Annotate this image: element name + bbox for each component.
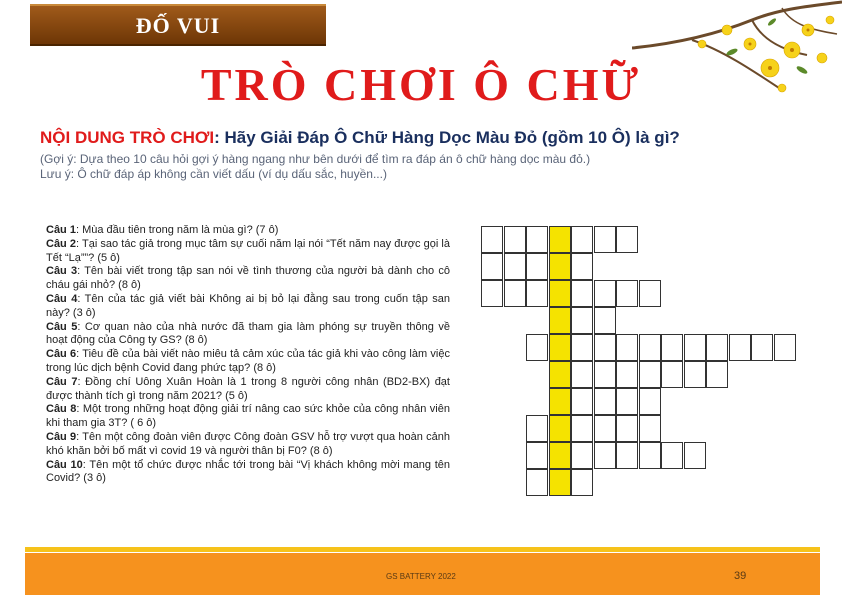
crossword-cell <box>594 280 616 307</box>
crossword-cell <box>639 415 661 442</box>
crossword-cell <box>526 226 548 253</box>
crossword-cell <box>594 388 616 415</box>
crossword-cell <box>504 253 526 280</box>
crossword-key-cell <box>549 361 571 388</box>
crossword-cell <box>571 334 593 361</box>
crossword-key-cell <box>549 334 571 361</box>
page-title: TRÒ CHƠI Ô CHỮ <box>200 59 642 110</box>
crossword-cell <box>571 253 593 280</box>
question-4 <box>46 293 450 321</box>
crossword-cell <box>526 334 548 361</box>
crossword-key-cell <box>549 253 571 280</box>
crossword-cell <box>616 226 638 253</box>
crossword-cell <box>594 415 616 442</box>
question-label: Câu 5 <box>46 320 78 333</box>
crossword-cell <box>661 361 683 388</box>
crossword-cell <box>526 469 548 496</box>
crossword-cell <box>684 361 706 388</box>
footer-stripe <box>25 547 820 552</box>
crossword-cell <box>571 442 593 469</box>
crossword-key-cell <box>549 469 571 496</box>
question-8 <box>46 403 450 431</box>
crossword-cell <box>616 280 638 307</box>
question-label: Câu 9 <box>46 430 77 443</box>
crossword-cell <box>774 334 796 361</box>
question-7 <box>46 376 450 404</box>
crossword-cell <box>616 334 638 361</box>
question-list <box>46 224 450 486</box>
crossword-cell <box>639 334 661 361</box>
crossword-cell <box>661 442 683 469</box>
question-label: Câu 7 <box>46 375 78 388</box>
page-number: 39 <box>734 570 747 582</box>
question-text: : Cơ quan nào của nhà nước đã tham gia làm phóng sự truyền thông về hoạt động của Công ty GS? (8 ô) <box>46 320 450 347</box>
crossword-cell <box>526 280 548 307</box>
crossword-key-cell <box>549 226 571 253</box>
question-text: : Tại sao tác giả trong mục tâm sự cuối năm lại nói “Tết năm nay được gọi là Tết “Lạ””? (5 ô) <box>46 237 450 264</box>
crossword-cell <box>661 334 683 361</box>
question-label: Câu 1 <box>46 224 76 236</box>
heading-label: NỘI DUNG TRÒ CHƠI <box>40 128 215 147</box>
game-heading <box>40 128 680 148</box>
banner-title: ĐỐ VUI <box>135 13 221 38</box>
question-text: : Đồng chí Uông Xuân Hoàn là 1 trong 8 người công nhân (BD2-BX) đạt được thành tích gì trong năm 2021? (5 ô) <box>46 375 450 402</box>
question-5 <box>46 321 450 349</box>
crossword-cell <box>639 388 661 415</box>
crossword-key-cell <box>549 280 571 307</box>
question-text: : Mùa đầu tiên trong năm là mùa gì? (7 ô) <box>75 224 279 236</box>
question-3 <box>46 265 450 293</box>
heading-question: : Hãy Giải Đáp Ô Chữ Hàng Dọc Màu Đỏ (gồm 10 Ô) là gì? <box>214 128 680 147</box>
section-banner <box>30 4 326 46</box>
crossword-cell <box>571 415 593 442</box>
crossword-cell <box>751 334 773 361</box>
crossword-cell <box>481 226 503 253</box>
crossword-cell <box>684 442 706 469</box>
crossword-cell <box>639 361 661 388</box>
crossword-cell <box>571 280 593 307</box>
question-label: Câu 6 <box>46 348 77 361</box>
question-label: Câu 2 <box>46 237 77 250</box>
crossword-cell <box>571 388 593 415</box>
crossword-key-cell <box>549 388 571 415</box>
crossword-cell <box>594 307 616 334</box>
crossword-cell <box>594 361 616 388</box>
hint-text: (Gợi ý: Dựa theo 10 câu hỏi gợi ý hàng ngang như bên dưới để tìm ra đáp án ô chữ hàng dọc màu đỏ.) <box>40 152 591 166</box>
crossword-cell <box>639 280 661 307</box>
crossword-cell <box>594 442 616 469</box>
crossword-cell <box>571 361 593 388</box>
crossword-cell <box>684 334 706 361</box>
question-9 <box>46 431 450 459</box>
crossword-key-cell <box>549 307 571 334</box>
crossword-cell <box>706 334 728 361</box>
crossword-cell <box>594 226 616 253</box>
crossword-cell <box>526 253 548 280</box>
question-text: : Một trong những hoạt động giải trí nâng cao sức khỏe của công nhân viên khi tham gia 3T? ( 6 ô) <box>46 403 450 430</box>
question-label: Câu 8 <box>46 403 77 416</box>
crossword-cell <box>706 361 728 388</box>
question-10 <box>46 459 450 487</box>
crossword-key-cell <box>549 415 571 442</box>
crossword-cell <box>571 307 593 334</box>
question-text: : Tên một công đoàn viên được Công đoàn GSV hỗ trợ vượt qua hoàn cảnh khó khăn bởi bố mất vì covid 19 và người thân bị F0? (8 ô) <box>46 430 450 457</box>
question-1 <box>46 224 450 238</box>
question-2 <box>46 238 450 266</box>
question-label: Câu 3 <box>46 265 78 278</box>
crossword-cell <box>616 442 638 469</box>
question-text: : Tên bài viết trong tập san nói về tình thương của người bà dành cho cô cháu gái nhỏ? (8 ô) <box>46 265 450 292</box>
crossword-cell <box>504 280 526 307</box>
crossword-cell <box>616 415 638 442</box>
crossword-cell <box>616 361 638 388</box>
crossword-cell <box>594 334 616 361</box>
crossword-cell <box>729 334 751 361</box>
crossword-cell <box>571 226 593 253</box>
crossword-cell <box>571 469 593 496</box>
crossword-cell <box>504 226 526 253</box>
question-text: : Tên của tác giả viết bài Không ai bị bỏ lại đằng sau trong cuốn tập san này? (3 ô) <box>46 292 450 319</box>
crossword-cell <box>639 442 661 469</box>
note-text: Lưu ý: Ô chữ đáp áp không cần viết dấu (ví dụ dấu sắc, huyền...) <box>40 167 387 181</box>
footer-text: GS BATTERY 2022 <box>386 572 456 581</box>
question-text: : Tiêu đề của bài viết nào miêu tả cảm xúc của tác giả khi vào công làm việc trong lúc dịch bệnh Covid đang phức tạp? (8 ô) <box>46 348 450 374</box>
crossword-cell <box>526 442 548 469</box>
question-text: : Tên một tổ chức được nhắc tới trong bài “Vị khách không mời mang tên Covid? (3 ô) <box>46 458 451 485</box>
crossword-cell <box>481 280 503 307</box>
crossword-cell <box>526 415 548 442</box>
question-label: Câu 10 <box>46 458 83 471</box>
crossword-cell <box>481 253 503 280</box>
crossword-key-cell <box>549 442 571 469</box>
question-6 <box>46 348 450 376</box>
question-label: Câu 4 <box>46 292 78 305</box>
crossword-cell <box>616 388 638 415</box>
